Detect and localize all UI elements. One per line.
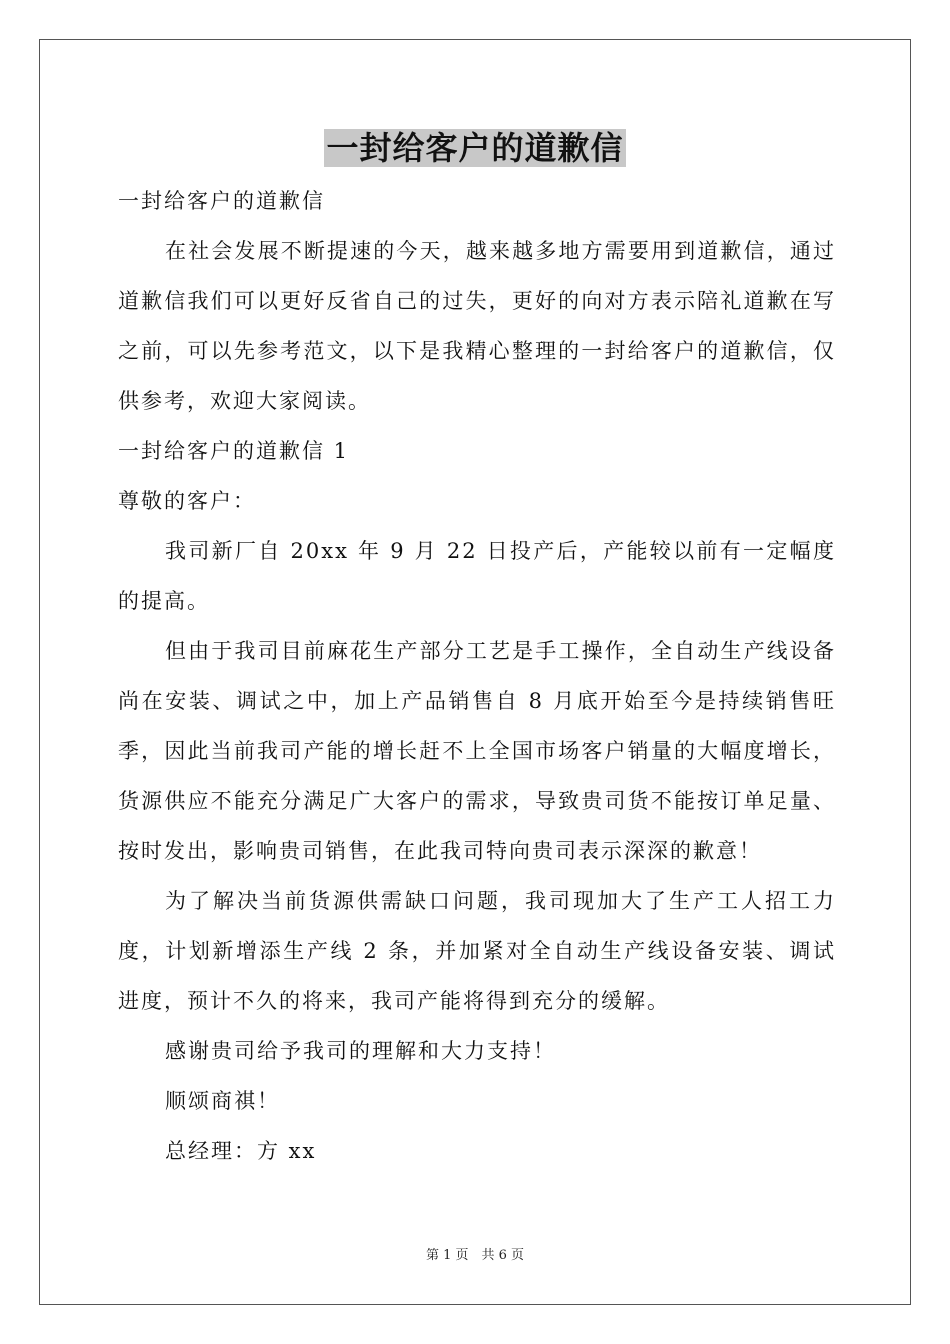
body-paragraph-3: 为了解决当前货源供需缺口问题，我司现加大了生产工人招工力度，计划新增添生产线 2 条，并加紧对全自动生产线设备安装、调试进度，预计不久的将来，我司产能将得到充分的缓解。: [118, 889, 836, 1013]
intro-paragraph: 在社会发展不断提速的今天，越来越多地方需要用到道歉信，通过道歉信我们可以更好反省自己的过失，更好的向对方表示陪礼道歉在写之前，可以先参考范文，以下是我精心整理的一封给客户的道歉信，仅供参考，欢迎大家阅读。: [118, 239, 836, 413]
document-title-text: 一封给客户的道歉信: [326, 129, 624, 167]
salutation: 尊敬的客户：: [118, 489, 256, 513]
subtitle: 一封给客户的道歉信: [118, 189, 325, 213]
body-paragraph-2: 但由于我司目前麻花生产部分工艺是手工操作，全自动生产线设备尚在安装、调试之中，加上产品销售自 8 月底开始至今是持续销售旺季，因此当前我司产能的增长赶不上全国市场客户销量的大幅度增长，货源供应不能充分满足广大客户的需求，导致贵司货不能按订单足量、按时发出，影响贵司销售，在此我司特向贵司表示深深的歉意！: [118, 639, 836, 863]
signature-line: 总经理：方 xx: [165, 1139, 317, 1163]
page-footer: 第 1 页 共 6 页: [425, 1248, 525, 1263]
document-body: [118, 176, 836, 1176]
thanks-line: 感谢贵司给予我司的理解和大力支持！: [165, 1039, 556, 1063]
document-title: [0, 126, 950, 170]
body-paragraph-1: 我司新厂自 20xx 年 9 月 22 日投产后，产能较以前有一定幅度的提高。: [118, 539, 836, 613]
closing-line: 顺颂商祺！: [165, 1089, 280, 1113]
section-heading: 一封给客户的道歉信 1: [118, 439, 350, 463]
